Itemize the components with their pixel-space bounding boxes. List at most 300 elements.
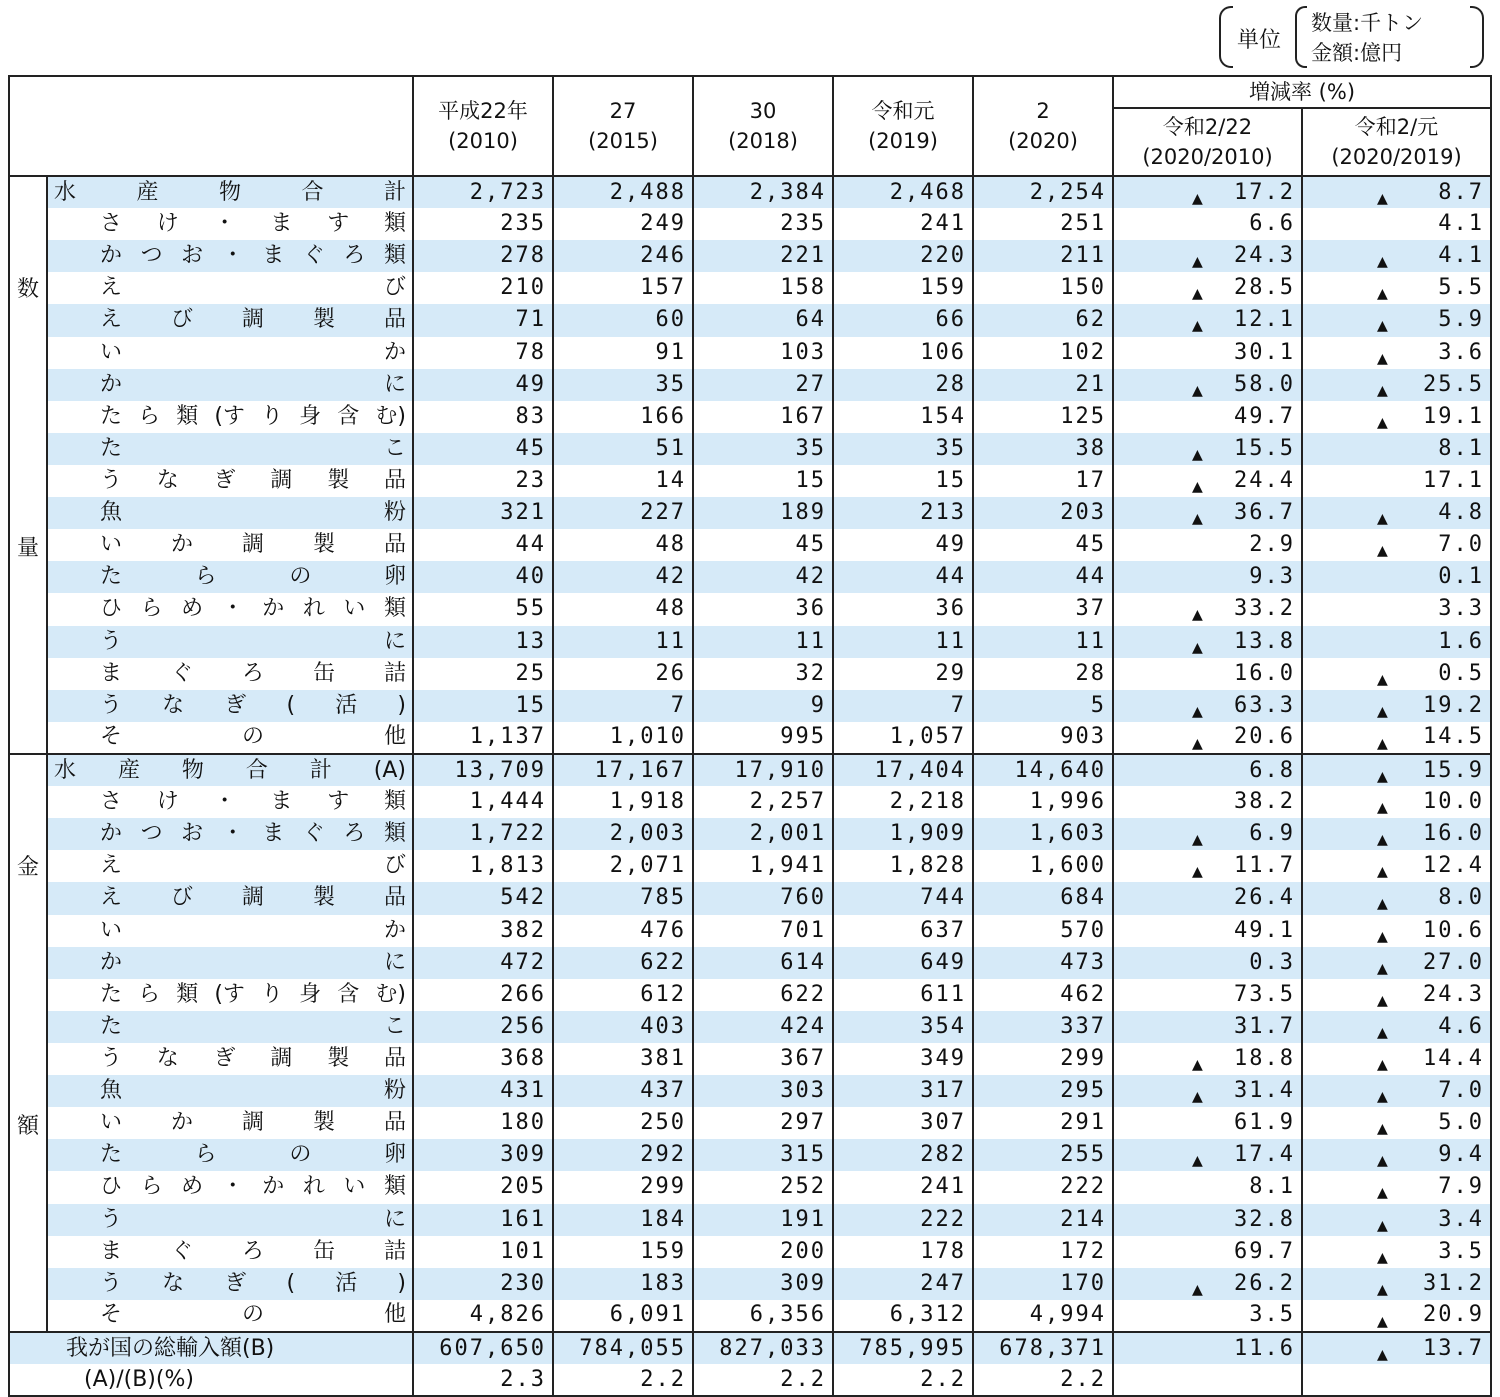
label-char: 他: [383, 1302, 406, 1328]
header-year-3: 令和元 (2019): [833, 76, 973, 176]
value-cell: 6,091: [553, 1300, 693, 1332]
table-body: [9, 176, 1491, 1396]
table-row: [9, 1139, 1491, 1171]
value-cell: 14,640: [973, 754, 1113, 786]
value-cell: 1,996: [973, 786, 1113, 818]
value-cell: 349: [833, 1043, 973, 1075]
value-cell: 611: [833, 979, 973, 1011]
label-char: 調: [241, 532, 264, 558]
rate-cell: [1113, 1171, 1302, 1203]
rate-cell: [1302, 882, 1491, 914]
decrease-triangle-icon: ▲: [1377, 1150, 1390, 1172]
value-cell: 476: [553, 915, 693, 947]
value-cell: 1,918: [553, 786, 693, 818]
label-char: の: [289, 564, 312, 590]
value-cell: 48: [553, 593, 693, 625]
value-cell: 367: [693, 1043, 833, 1075]
rate-cell: [1302, 658, 1491, 690]
rate-value: 8.1: [1249, 1174, 1295, 1200]
value-cell: 827,033: [693, 1332, 833, 1364]
rate-cell: [1302, 850, 1491, 882]
value-cell: 622: [693, 979, 833, 1011]
group-char: 金: [16, 855, 39, 880]
value-cell: 701: [693, 915, 833, 947]
row-label: [47, 497, 413, 529]
decrease-triangle-icon: ▲: [1377, 1118, 1390, 1140]
label-char: ま: [100, 660, 123, 686]
label-char: う: [100, 692, 123, 718]
label-char: 品: [383, 885, 406, 911]
label-char: ・: [213, 789, 236, 815]
value-cell: 66: [833, 304, 973, 336]
rate-value: 14.5: [1423, 724, 1485, 750]
rate-value: 4.1: [1438, 243, 1485, 269]
label-char: 品: [383, 1046, 406, 1072]
value-cell: 60: [553, 304, 693, 336]
table-row: [9, 722, 1491, 754]
label-char: か: [100, 243, 123, 269]
value-cell: 17,910: [693, 754, 833, 786]
value-cell: 45: [693, 529, 833, 561]
value-cell: 1,057: [833, 722, 973, 754]
rate-value: 20.6: [1234, 724, 1295, 750]
rate-value: 3.5: [1249, 1302, 1295, 1328]
row-label-text: [54, 1172, 406, 1202]
label-char: り: [261, 403, 284, 429]
label-char: お: [181, 243, 204, 269]
label-char: う: [100, 1206, 123, 1232]
decrease-triangle-icon: ▲: [1377, 700, 1390, 722]
value-cell: 102: [973, 337, 1113, 369]
value-cell: 309: [413, 1139, 553, 1171]
label-char: 活: [335, 1270, 358, 1296]
label-char: な: [162, 1270, 185, 1296]
value-cell: 5: [973, 690, 1113, 722]
decrease-triangle-icon: ▲: [1377, 989, 1390, 1011]
decrease-triangle-icon: ▲: [1377, 861, 1390, 883]
label-char: ・: [221, 1174, 244, 1200]
row-label-text: [54, 1076, 406, 1106]
row-label: [47, 304, 413, 336]
label-char: 産: [117, 757, 140, 783]
rate-value: 73.5: [1234, 981, 1295, 1007]
label-char: す: [327, 211, 350, 237]
row-label-text: [54, 1237, 406, 1267]
rate-cell: [1302, 497, 1491, 529]
value-cell: 35: [693, 433, 833, 465]
value-cell: 2,071: [553, 850, 693, 882]
rate-cell: [1302, 1268, 1491, 1300]
table-row: [9, 304, 1491, 336]
value-cell: 25: [413, 658, 553, 690]
label-char: さ: [100, 211, 123, 237]
label-char: の: [241, 724, 264, 750]
decrease-triangle-icon: ▲: [1377, 379, 1390, 401]
rate-cell: [1302, 1364, 1491, 1396]
row-label: [47, 947, 413, 979]
value-cell: 14: [553, 465, 693, 497]
header-year-2: 30 (2018): [693, 76, 833, 176]
row-label-text: [54, 498, 406, 528]
label-char: お: [181, 821, 204, 847]
rate-value: 7.0: [1438, 1078, 1485, 1104]
value-cell: 292: [553, 1139, 693, 1171]
value-cell: 178: [833, 1236, 973, 1268]
table-row: [9, 786, 1491, 818]
rate-value: 31.4: [1234, 1078, 1295, 1104]
value-cell: 337: [973, 1011, 1113, 1043]
label-char: す: [327, 789, 350, 815]
table-row: [9, 176, 1491, 208]
value-cell: 321: [413, 497, 553, 529]
label-char: 水: [54, 757, 77, 783]
value-cell: 2,468: [833, 176, 973, 208]
value-cell: 1,722: [413, 818, 553, 850]
value-cell: 159: [833, 272, 973, 304]
label-char: ろ: [343, 243, 366, 269]
rate-cell: [1302, 1139, 1491, 1171]
label-char: (す: [214, 981, 245, 1007]
value-cell: 189: [693, 497, 833, 529]
rate-value: 69.7: [1234, 1238, 1295, 1264]
label-char: 類: [176, 403, 199, 429]
table-row: [9, 1300, 1491, 1332]
row-label-text: [54, 241, 406, 271]
value-cell: 180: [413, 1107, 553, 1139]
label-char: な: [162, 692, 185, 718]
right-paren: [1470, 6, 1484, 68]
decrease-triangle-icon: ▲: [1377, 766, 1390, 787]
rate-value: 20.9: [1423, 1302, 1485, 1328]
label-char: び: [383, 853, 406, 879]
table-row: [9, 818, 1491, 850]
row-label-text: [54, 627, 406, 657]
value-cell: 106: [833, 337, 973, 369]
label-char: 類: [383, 243, 406, 269]
rate-value: 30.1: [1234, 339, 1295, 365]
value-cell: 45: [413, 433, 553, 465]
label-char: に: [383, 371, 406, 397]
group-char: 量: [16, 536, 39, 561]
value-cell: 42: [553, 561, 693, 593]
label-char: ま: [270, 211, 293, 237]
decrease-triangle-icon: ▲: [1192, 315, 1205, 337]
value-cell: 21: [973, 369, 1113, 401]
unit-quantity: 数量:千トン: [1311, 11, 1424, 35]
decrease-triangle-icon: ▲: [1192, 251, 1205, 273]
value-cell: 637: [833, 915, 973, 947]
rate-value: 0.3: [1249, 949, 1295, 975]
header-rate-1: 令和2/22 (2020/2010): [1113, 108, 1302, 176]
rate-cell: [1302, 947, 1491, 979]
rate-cell: [1302, 1236, 1491, 1268]
label-char: か: [383, 339, 406, 365]
label-char: 卵: [383, 1142, 406, 1168]
value-cell: 1,603: [973, 818, 1113, 850]
decrease-triangle-icon: ▲: [1192, 283, 1205, 305]
value-cell: 157: [553, 272, 693, 304]
rate-value: 6.8: [1249, 757, 1295, 783]
value-cell: 381: [553, 1043, 693, 1075]
rate-value: 9.3: [1249, 564, 1295, 590]
label-char: た: [100, 564, 123, 590]
decrease-triangle-icon: ▲: [1377, 508, 1390, 530]
value-cell: 49: [833, 529, 973, 561]
value-cell: 200: [693, 1236, 833, 1268]
rate-cell: [1302, 690, 1491, 722]
row-label: [47, 208, 413, 240]
value-cell: 55: [413, 593, 553, 625]
value-cell: 27: [693, 369, 833, 401]
label-char: 調: [241, 1110, 264, 1136]
value-cell: 170: [973, 1268, 1113, 1300]
rate-cell: [1113, 947, 1302, 979]
value-cell: 7: [833, 690, 973, 722]
row-label-text: [54, 691, 406, 721]
value-cell: 91: [553, 337, 693, 369]
label-char: な: [156, 468, 179, 494]
rate-cell: [1113, 401, 1302, 433]
value-cell: 307: [833, 1107, 973, 1139]
value-cell: 282: [833, 1139, 973, 1171]
decrease-triangle-icon: ▲: [1192, 861, 1205, 883]
label-char: 合: [301, 179, 324, 205]
table-row: [9, 626, 1491, 658]
value-cell: 1,828: [833, 850, 973, 882]
rate-value: 26.4: [1234, 885, 1295, 911]
row-label: [47, 882, 413, 914]
label-char: 類: [383, 821, 406, 847]
rate-cell: [1113, 915, 1302, 947]
label-char: 計: [309, 757, 332, 783]
label-char: れ: [302, 1174, 325, 1200]
rate-cell: [1113, 561, 1302, 593]
label-char: う: [100, 628, 123, 654]
rate-cell: [1113, 1204, 1302, 1236]
value-cell: 744: [833, 882, 973, 914]
decrease-triangle-icon: ▲: [1377, 411, 1390, 433]
value-cell: 2,257: [693, 786, 833, 818]
label-char: 缶: [312, 1238, 335, 1264]
value-cell: 35: [553, 369, 693, 401]
rate-value: 3.3: [1438, 596, 1485, 622]
row-label-text: [54, 434, 406, 464]
rate-value: 11.6: [1234, 1335, 1295, 1361]
label-char: に: [383, 628, 406, 654]
value-cell: 11: [973, 626, 1113, 658]
decrease-triangle-icon: ▲: [1192, 1278, 1205, 1300]
row-label: [47, 786, 413, 818]
row-label-text: [54, 209, 406, 239]
label-char: ま: [262, 243, 285, 269]
decrease-triangle-icon: ▲: [1377, 188, 1390, 209]
rate-cell: [1302, 433, 1491, 465]
table-row: [9, 754, 1491, 786]
label-char: ・: [213, 211, 236, 237]
rate-value: 6.9: [1249, 821, 1295, 847]
table-row: [9, 1107, 1491, 1139]
value-cell: 9: [693, 690, 833, 722]
label-char: 製: [327, 468, 350, 494]
rate-cell: [1302, 1011, 1491, 1043]
label-char: 類: [383, 789, 406, 815]
rate-value: 31.7: [1234, 1013, 1295, 1039]
table-row: [9, 915, 1491, 947]
rate-value: 0.1: [1438, 564, 1485, 590]
rate-cell: [1113, 529, 1302, 561]
label-char: ら: [194, 1142, 217, 1168]
row-label-text: [54, 273, 406, 303]
value-cell: 203: [973, 497, 1113, 529]
value-cell: 78: [413, 337, 553, 369]
decrease-triangle-icon: ▲: [1377, 1278, 1390, 1300]
row-label: [47, 369, 413, 401]
label-char: ぐ: [170, 660, 193, 686]
label-char: ろ: [241, 1238, 264, 1264]
label-char: む): [375, 403, 406, 429]
value-cell: 252: [693, 1171, 833, 1203]
label-char: め: [181, 1174, 204, 1200]
value-cell: 241: [833, 208, 973, 240]
rate-value: 38.2: [1234, 789, 1295, 815]
rate-cell: [1302, 176, 1491, 208]
rate-value: 12.1: [1234, 307, 1295, 333]
label-char: ・: [221, 821, 244, 847]
value-cell: 36: [833, 593, 973, 625]
header-blank: [9, 76, 413, 176]
row-label: [47, 272, 413, 304]
label-char: ): [397, 1270, 406, 1296]
value-cell: 213: [833, 497, 973, 529]
rate-value: 63.3: [1234, 692, 1295, 718]
value-cell: 28: [833, 369, 973, 401]
table-row: [9, 369, 1491, 401]
header-year-1: 27 (2015): [553, 76, 693, 176]
rate-cell: [1113, 979, 1302, 1011]
label-char: 類: [383, 211, 406, 237]
label-char: れ: [302, 596, 325, 622]
rate-value: 24.4: [1234, 468, 1295, 494]
rate-value: 6.6: [1249, 211, 1295, 237]
value-cell: 1,941: [693, 850, 833, 882]
rate-cell: [1302, 1075, 1491, 1107]
label-char: う: [100, 1270, 123, 1296]
value-cell: 382: [413, 915, 553, 947]
decrease-triangle-icon: ▲: [1192, 700, 1205, 722]
value-cell: 462: [973, 979, 1113, 1011]
value-cell: 570: [973, 915, 1113, 947]
value-cell: 2,488: [553, 176, 693, 208]
value-cell: 161: [413, 1204, 553, 1236]
row-label: [47, 626, 413, 658]
rate-cell: [1113, 786, 1302, 818]
rate-cell: [1302, 818, 1491, 850]
table-row: [9, 1171, 1491, 1203]
decrease-triangle-icon: ▲: [1192, 636, 1205, 658]
label-char: け: [156, 211, 179, 237]
rate-value: 27.0: [1423, 949, 1485, 975]
value-cell: 295: [973, 1075, 1113, 1107]
value-cell: 38: [973, 433, 1113, 465]
label-char: え: [100, 853, 123, 879]
value-cell: 437: [553, 1075, 693, 1107]
label-char: か: [100, 821, 123, 847]
value-cell: 368: [413, 1043, 553, 1075]
decrease-triangle-icon: ▲: [1192, 732, 1205, 754]
row-label: [47, 915, 413, 947]
label-char: ・: [221, 243, 244, 269]
value-cell: 1,137: [413, 722, 553, 754]
rate-cell: [1113, 1107, 1302, 1139]
value-cell: 221: [693, 240, 833, 272]
rate-cell: [1113, 1364, 1302, 1396]
label-char: 計: [383, 179, 406, 205]
decrease-triangle-icon: ▲: [1377, 347, 1390, 369]
rate-value: 3.6: [1438, 339, 1485, 365]
label-char: た: [100, 981, 123, 1007]
row-label: [47, 561, 413, 593]
rate-cell: [1113, 304, 1302, 336]
decrease-triangle-icon: ▲: [1192, 508, 1205, 530]
value-cell: 35: [833, 433, 973, 465]
value-cell: 64: [693, 304, 833, 336]
value-cell: 44: [413, 529, 553, 561]
value-cell: 235: [413, 208, 553, 240]
rate-value: 4.6: [1438, 1013, 1485, 1039]
rate-value: 16.0: [1234, 660, 1295, 686]
value-cell: 4,994: [973, 1300, 1113, 1332]
group-label-amount: [9, 754, 47, 1332]
label-char: 類: [383, 1174, 406, 1200]
rate-value: 17.1: [1423, 468, 1485, 494]
row-label: [47, 818, 413, 850]
value-cell: 13,709: [413, 754, 553, 786]
rate-value: 5.5: [1438, 275, 1485, 301]
rate-cell: [1302, 786, 1491, 818]
label-char: 他: [383, 724, 406, 750]
row-label: [47, 176, 413, 208]
row-label: [47, 658, 413, 690]
label-char: い: [343, 1174, 366, 1200]
value-cell: 29: [833, 658, 973, 690]
value-cell: 2,003: [553, 818, 693, 850]
value-cell: 315: [693, 1139, 833, 1171]
rate-cell: [1113, 1075, 1302, 1107]
label-char: 物: [181, 757, 204, 783]
summary-label: (A)/(B)(%): [9, 1364, 413, 1396]
value-cell: 17,404: [833, 754, 973, 786]
decrease-triangle-icon: ▲: [1377, 1214, 1390, 1236]
label-char: ら: [138, 981, 161, 1007]
rate-value: 7.9: [1438, 1174, 1485, 1200]
value-cell: 37: [973, 593, 1113, 625]
value-cell: 246: [553, 240, 693, 272]
decrease-triangle-icon: ▲: [1377, 797, 1390, 819]
rate-value: 28.5: [1234, 275, 1295, 301]
unit-amount: 金額:億円: [1311, 41, 1403, 65]
value-cell: 2,723: [413, 176, 553, 208]
label-char: 魚: [100, 1078, 123, 1104]
rate-value: 15.5: [1234, 435, 1295, 461]
rate-cell: [1302, 1171, 1491, 1203]
value-cell: 45: [973, 529, 1113, 561]
label-char: (: [286, 1270, 296, 1296]
left-paren: [1219, 6, 1233, 68]
decrease-triangle-icon: ▲: [1377, 1182, 1390, 1204]
rate-cell: [1302, 722, 1491, 754]
unit-note: [1219, 6, 1484, 68]
label-char: 詰: [383, 660, 406, 686]
